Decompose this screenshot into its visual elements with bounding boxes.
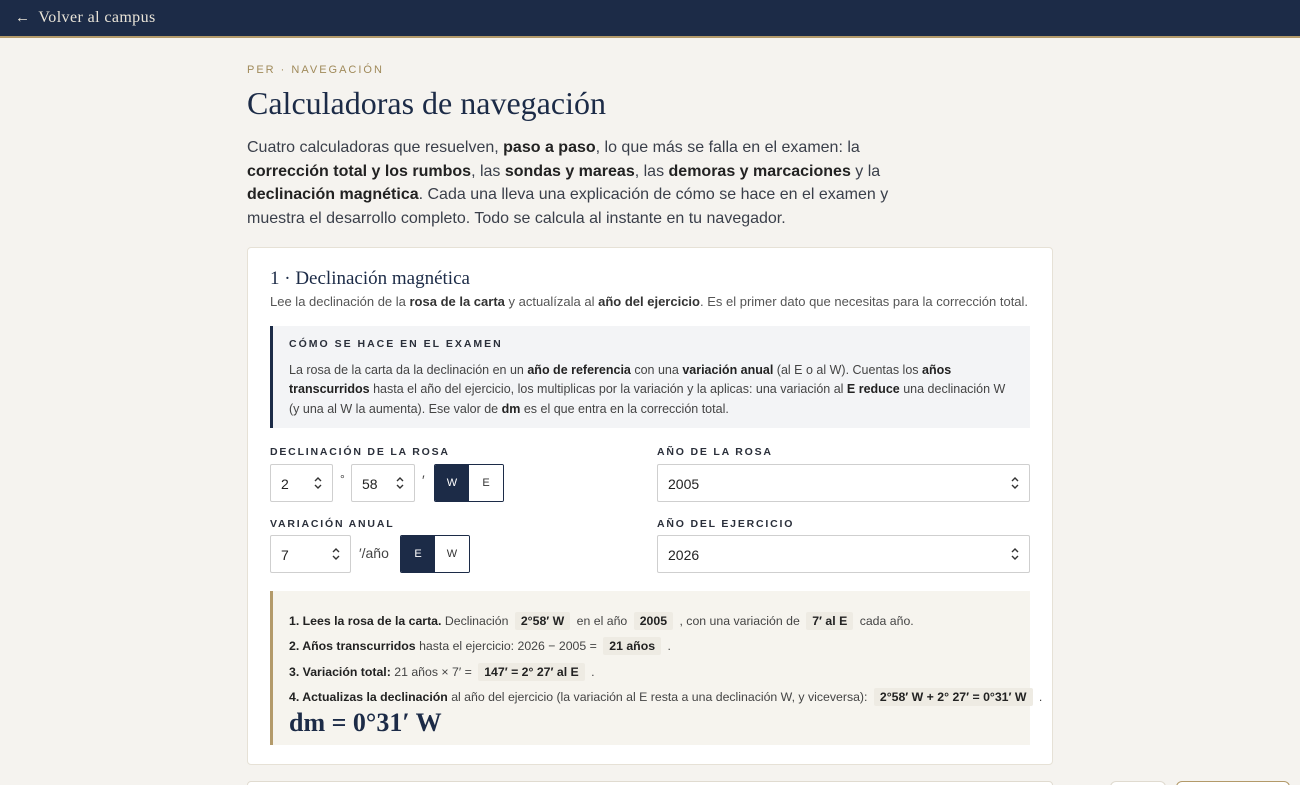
minute-symbol: ′: [422, 472, 425, 488]
explanation-text: La rosa de la carta da la declinación en un año de referencia con una variación anual (al E o al W). Cuentas los años transcurridos hasta el año del ejercicio, los multiplicas por la variación y la aplicas: una variación al E reduce una declinación W (y una al W la aumenta). Ese valor de dm es el que entra en la corrección total.: [289, 363, 1006, 416]
page-header: [247, 64, 1053, 230]
annual-variation-input[interactable]: [270, 535, 351, 573]
eyebrow: PER · NAVEGACIÓN: [247, 64, 384, 76]
declination-minutes-value: 58: [362, 476, 378, 492]
variation-west-option[interactable]: W: [435, 536, 469, 572]
step-2: 2. Años transcurridos hasta el ejercicio: 2026 − 2005 = 21 años .: [289, 639, 671, 654]
annual-variation-label: VARIACIÓN ANUAL: [270, 518, 395, 530]
declination-west-option[interactable]: W: [435, 465, 469, 501]
variation-direction-toggle: [400, 535, 470, 573]
rose-year-label: AÑO DE LA ROSA: [657, 446, 773, 458]
partial-button[interactable]: [1110, 781, 1166, 785]
intro-text: Cuatro calculadoras que resuelven, paso a paso, lo que más se falla en el examen: la corrección total y los rumbos, las sondas y mareas, las demoras y marcaciones y la declinación magnética. Cada una lleva una explicación de cómo se hace en el examen y muestra el desarrollo completo. Todo se calcula al instante en tu navegador.: [247, 139, 889, 227]
annual-variation-value: 7: [281, 547, 289, 563]
partial-button-accent[interactable]: [1176, 781, 1290, 785]
rose-year-value: 2005: [668, 476, 700, 492]
card-title: 1 · Declinación magnética: [270, 268, 470, 289]
step-4: 4. Actualizas la declinación al año del ejercicio (la variación al E resta a una declinación W, y viceversa): 2°58′ W + 2° 27′ = 0°31′ W .: [289, 689, 1043, 704]
variation-unit: ′/año: [359, 545, 389, 561]
degree-symbol: °: [340, 472, 345, 486]
back-label: Volver al campus: [38, 9, 156, 26]
exercise-year-input[interactable]: [657, 535, 1030, 573]
declination-minutes-input[interactable]: [351, 464, 415, 502]
stepper-icon[interactable]: [1010, 546, 1020, 562]
variation-east-option[interactable]: E: [401, 536, 435, 572]
stepper-icon[interactable]: [313, 475, 323, 491]
back-to-campus-link[interactable]: [15, 9, 156, 27]
exam-explanation-box: [270, 326, 1030, 428]
exercise-year-label: AÑO DEL EJERCICIO: [657, 518, 795, 530]
rose-year-input[interactable]: [657, 464, 1030, 502]
top-bar: [0, 0, 1300, 38]
page-title: Calculadoras de navegación: [247, 85, 606, 121]
next-card-partial: [247, 781, 1053, 785]
stepper-icon[interactable]: [1010, 475, 1020, 491]
solution-steps: [270, 591, 1043, 745]
declination-direction-toggle: [434, 464, 504, 502]
declination-label: DECLINACIÓN DE LA ROSA: [270, 446, 450, 458]
step-3: 3. Variación total: 21 años × 7′ = 147′ = 2° 27′ al E .: [289, 664, 595, 679]
arrow-left-icon: ←: [15, 9, 31, 26]
explanation-heading: CÓMO SE HACE EN EL EXAMEN: [289, 338, 503, 350]
card-subtitle: Lee la declinación de la rosa de la carta y actualízala al año del ejercicio. Es el primer dato que necesitas para la corrección total.: [270, 294, 1029, 309]
declination-degrees-value: 2: [281, 476, 289, 492]
stepper-icon[interactable]: [331, 546, 341, 562]
stepper-icon[interactable]: [395, 475, 405, 491]
exercise-year-value: 2026: [668, 547, 700, 563]
declination-calculator-card: [247, 247, 1053, 765]
declination-east-option[interactable]: E: [469, 465, 503, 501]
step-1: 1. Lees la rosa de la carta. Declinación 2°58′ W en el año 2005 , con una variación de 7′ al E cada año.: [289, 614, 914, 628]
declination-result: dm = 0°31′ W: [289, 708, 442, 738]
declination-degrees-input[interactable]: [270, 464, 333, 502]
